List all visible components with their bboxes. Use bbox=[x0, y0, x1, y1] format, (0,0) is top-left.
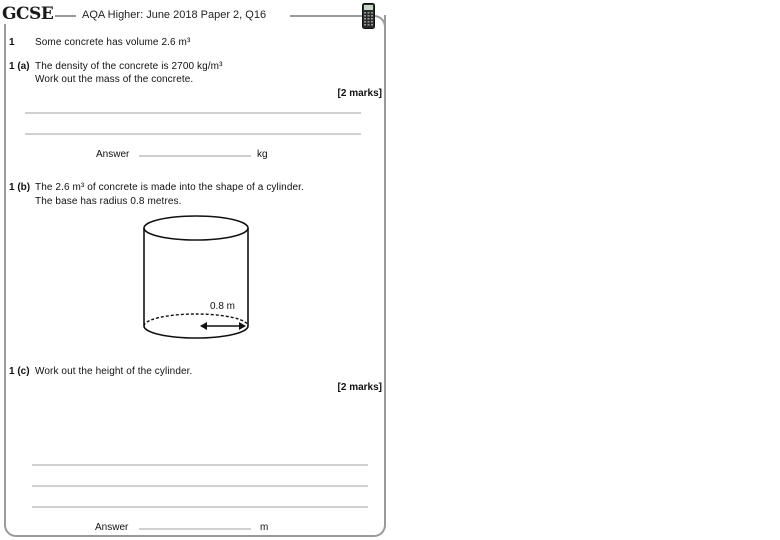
part-a-answer-field[interactable] bbox=[139, 155, 251, 157]
part-a-line2: Work out the mass of the concrete. bbox=[35, 74, 194, 85]
working-line[interactable] bbox=[25, 133, 361, 135]
part-a-answer-unit: kg bbox=[257, 149, 268, 160]
question-intro: Some concrete has volume 2.6 m³ bbox=[35, 37, 191, 48]
part-b-line2: The base has radius 0.8 metres. bbox=[35, 196, 182, 207]
working-line[interactable] bbox=[32, 464, 368, 466]
part-a-answer-label: Answer bbox=[96, 149, 130, 160]
header-rule-right bbox=[290, 15, 362, 17]
calculator-icon bbox=[362, 3, 375, 29]
radius-label: 0.8 m bbox=[210, 301, 236, 312]
gcse-logo: GCSE bbox=[2, 4, 54, 24]
cylinder-diagram bbox=[138, 212, 254, 340]
cylinder-base-back bbox=[144, 314, 248, 326]
part-a-line1: The density of the concrete is 2700 kg/m³ bbox=[35, 61, 223, 72]
part-c-answer-label: Answer bbox=[95, 522, 129, 533]
working-line[interactable] bbox=[32, 506, 368, 508]
part-c-answer-field[interactable] bbox=[139, 528, 251, 530]
working-line[interactable] bbox=[32, 485, 368, 487]
question-number: 1 bbox=[9, 37, 15, 48]
part-c-line1: Work out the height of the cylinder. bbox=[35, 366, 193, 377]
part-b-line1: The 2.6 m³ of concrete is made into the shape of a cylinder. bbox=[35, 182, 304, 193]
part-b-label: 1 (b) bbox=[9, 182, 31, 193]
part-c-answer-unit: m bbox=[260, 522, 269, 533]
part-a-label: 1 (a) bbox=[9, 61, 30, 72]
cylinder-top bbox=[144, 216, 248, 240]
part-c-marks: [2 marks] bbox=[337, 382, 382, 393]
page-title: AQA Higher: June 2018 Paper 2, Q16 bbox=[82, 9, 267, 21]
part-a-marks: [2 marks] bbox=[337, 88, 382, 99]
part-c-label: 1 (c) bbox=[9, 366, 30, 377]
working-line[interactable] bbox=[25, 112, 361, 114]
cylinder-base-front bbox=[144, 326, 248, 338]
